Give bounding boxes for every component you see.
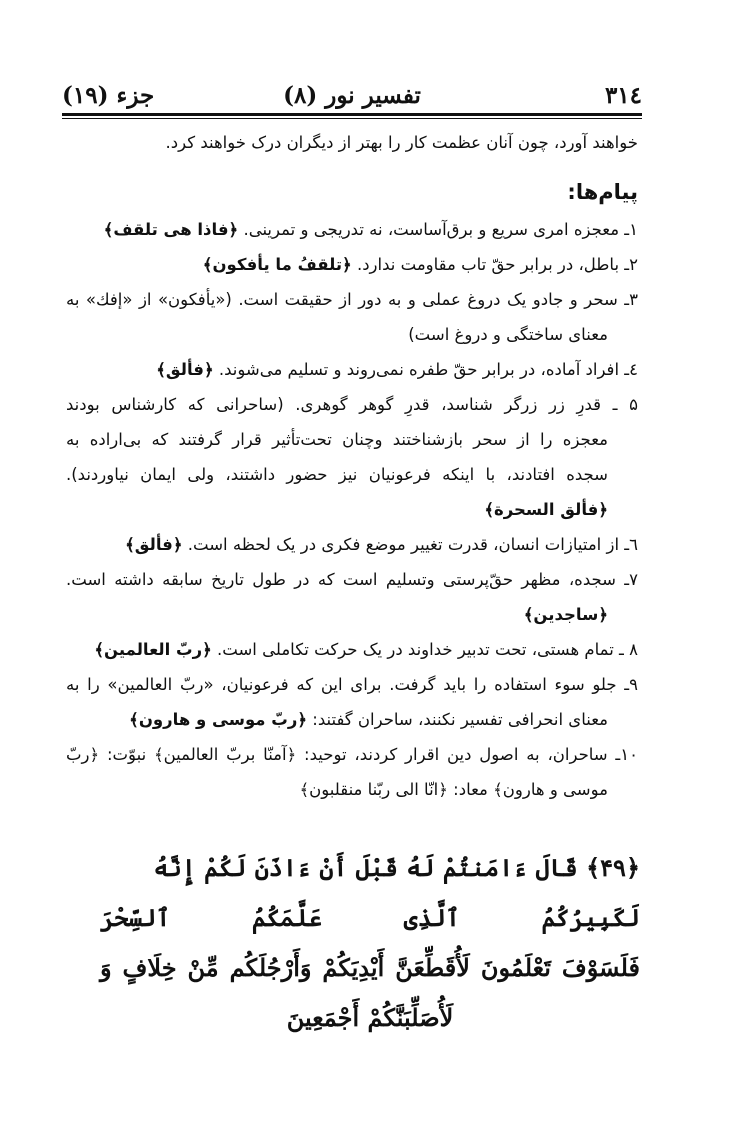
message-9-line-1: ۹ـ جلو سوء استفاده را باید گرفت. برای این که فرعونیان، «ربّ العالمین» را به bbox=[66, 675, 638, 694]
quran-quote: ﴿ساجدین﴾ bbox=[523, 605, 608, 624]
message-5-line-1: ۵ ـ قدرِ زر زرگر شناسد، قدرِ گوهر گوهری. (ساحرانی که کارشناس بودند bbox=[66, 395, 638, 414]
message-text: ٦ـ از امتیازات انسان، قدرت تغییر موضع فکری در یک لحظه است. bbox=[187, 535, 638, 554]
section-heading: پیام‌ها: bbox=[567, 180, 638, 204]
message-6 bbox=[66, 527, 638, 562]
message-text: معنای انحرافی تفسیر نکنند، ساحران گفتند: bbox=[312, 710, 608, 729]
quran-quote: ﴿فألق السحرة﴾ bbox=[484, 500, 608, 519]
book-title: تفسیر نور (۸) bbox=[283, 82, 421, 109]
message-5-line-3: سجده افتادند، با اینکه فرعونیان نیز حضور داشتند، ولی ایمان نیاوردند). bbox=[66, 465, 608, 484]
commentary-body bbox=[66, 125, 638, 807]
message-8 bbox=[66, 632, 638, 667]
verse-line-1: ﴿۴۹﴾ قَالَ ءَامَنتُمْ لَهُ قَبْلَ أَنْ ءَاذَنَ لَكُمْ إِنَّهُ لَكَبِيرُكُمُ ٱلَّذِى عَلَّمَكُمُ ٱلسِّحْرَ bbox=[100, 853, 640, 932]
message-text: ۲ـ باطل، در برابر حقّ تاب مقاومت ندارد. bbox=[356, 255, 638, 274]
header-rule-thick bbox=[62, 113, 642, 116]
quran-quote: ﴿فاذا هی تلقف﴾ bbox=[103, 220, 239, 239]
quran-quote: ﴿ربّ العالمین﴾ bbox=[94, 640, 212, 659]
message-text: ٤ـ افراد آماده، در برابر حقّ طفره نمی‌روند و تسلیم می‌شوند. bbox=[218, 360, 638, 379]
message-text: ۱ـ معجزه امری سریع و برق‌آساست، نه تدریجی و تمرینی. bbox=[243, 220, 638, 239]
message-7-line-1: ۷ـ سجده، مظهر حقّ‌پرستی وتسلیم است که در طول تاریخ سابقه داشته است. bbox=[66, 570, 638, 589]
message-10-line-1: ۱۰ـ ساحران، به اصول دین اقرار کردند، توحید: ﴿آمنّا بربّ العالمین﴾ نبوّت: ﴿ربّ bbox=[66, 745, 638, 764]
quran-quote: ﴿فألق﴾ bbox=[125, 535, 183, 554]
message-5-line-2: معجزه را از سحر بازشناختند وچنان تحت‌تأثیر قرار گرفتند که بی‌اراده به bbox=[66, 430, 608, 449]
message-10-line-2: موسی و هارون﴾ معاد: ﴿انّا الی ربّنا منقلبون﴾ bbox=[299, 780, 608, 799]
message-3-line-1: ۳ـ سحر و جادو یک دروغ عملی و به دور از حقیقت است. («یأفکون» از «إفك» به bbox=[66, 290, 638, 309]
quran-quote: ﴿تلقفُ ما یأفکون﴾ bbox=[202, 255, 352, 274]
message-9-line-2 bbox=[66, 702, 638, 737]
message-3-line-2: معنای ساختگی و دروغ است) bbox=[408, 325, 608, 344]
running-header bbox=[62, 80, 642, 114]
verse-line-2: فَلَسَوْفَ تَعْلَمُونَ لَأُقَطِّعَنَّ أَيْدِيَكُمْ وَأَرْجُلَكُم مِّنْ خِلَافٍ وَ bbox=[100, 953, 640, 982]
message-2 bbox=[66, 247, 638, 282]
page-number: ۳۱٤ bbox=[604, 82, 642, 109]
verse-line-3: لَأُصَلِّبَنَّكُمْ أَجْمَعِينَ bbox=[286, 1003, 454, 1032]
message-4 bbox=[66, 352, 638, 387]
quran-quote: ﴿فألق﴾ bbox=[156, 360, 214, 379]
quran-verse bbox=[100, 843, 640, 1043]
message-1 bbox=[66, 212, 638, 247]
message-text: ۸ ـ تمام هستی، تحت تدبیر خداوند در یک حرکت تکاملی است. bbox=[217, 640, 638, 659]
quran-quote: ﴿ربّ موسی و هارون﴾ bbox=[129, 710, 308, 729]
part-number: جزء (۱۹) bbox=[62, 82, 155, 109]
header-rule-thin bbox=[62, 118, 642, 119]
intro-line: خواهند آورد، چون آنان عظمت کار را بهتر از دیگران درک خواهند کرد. bbox=[165, 133, 638, 152]
